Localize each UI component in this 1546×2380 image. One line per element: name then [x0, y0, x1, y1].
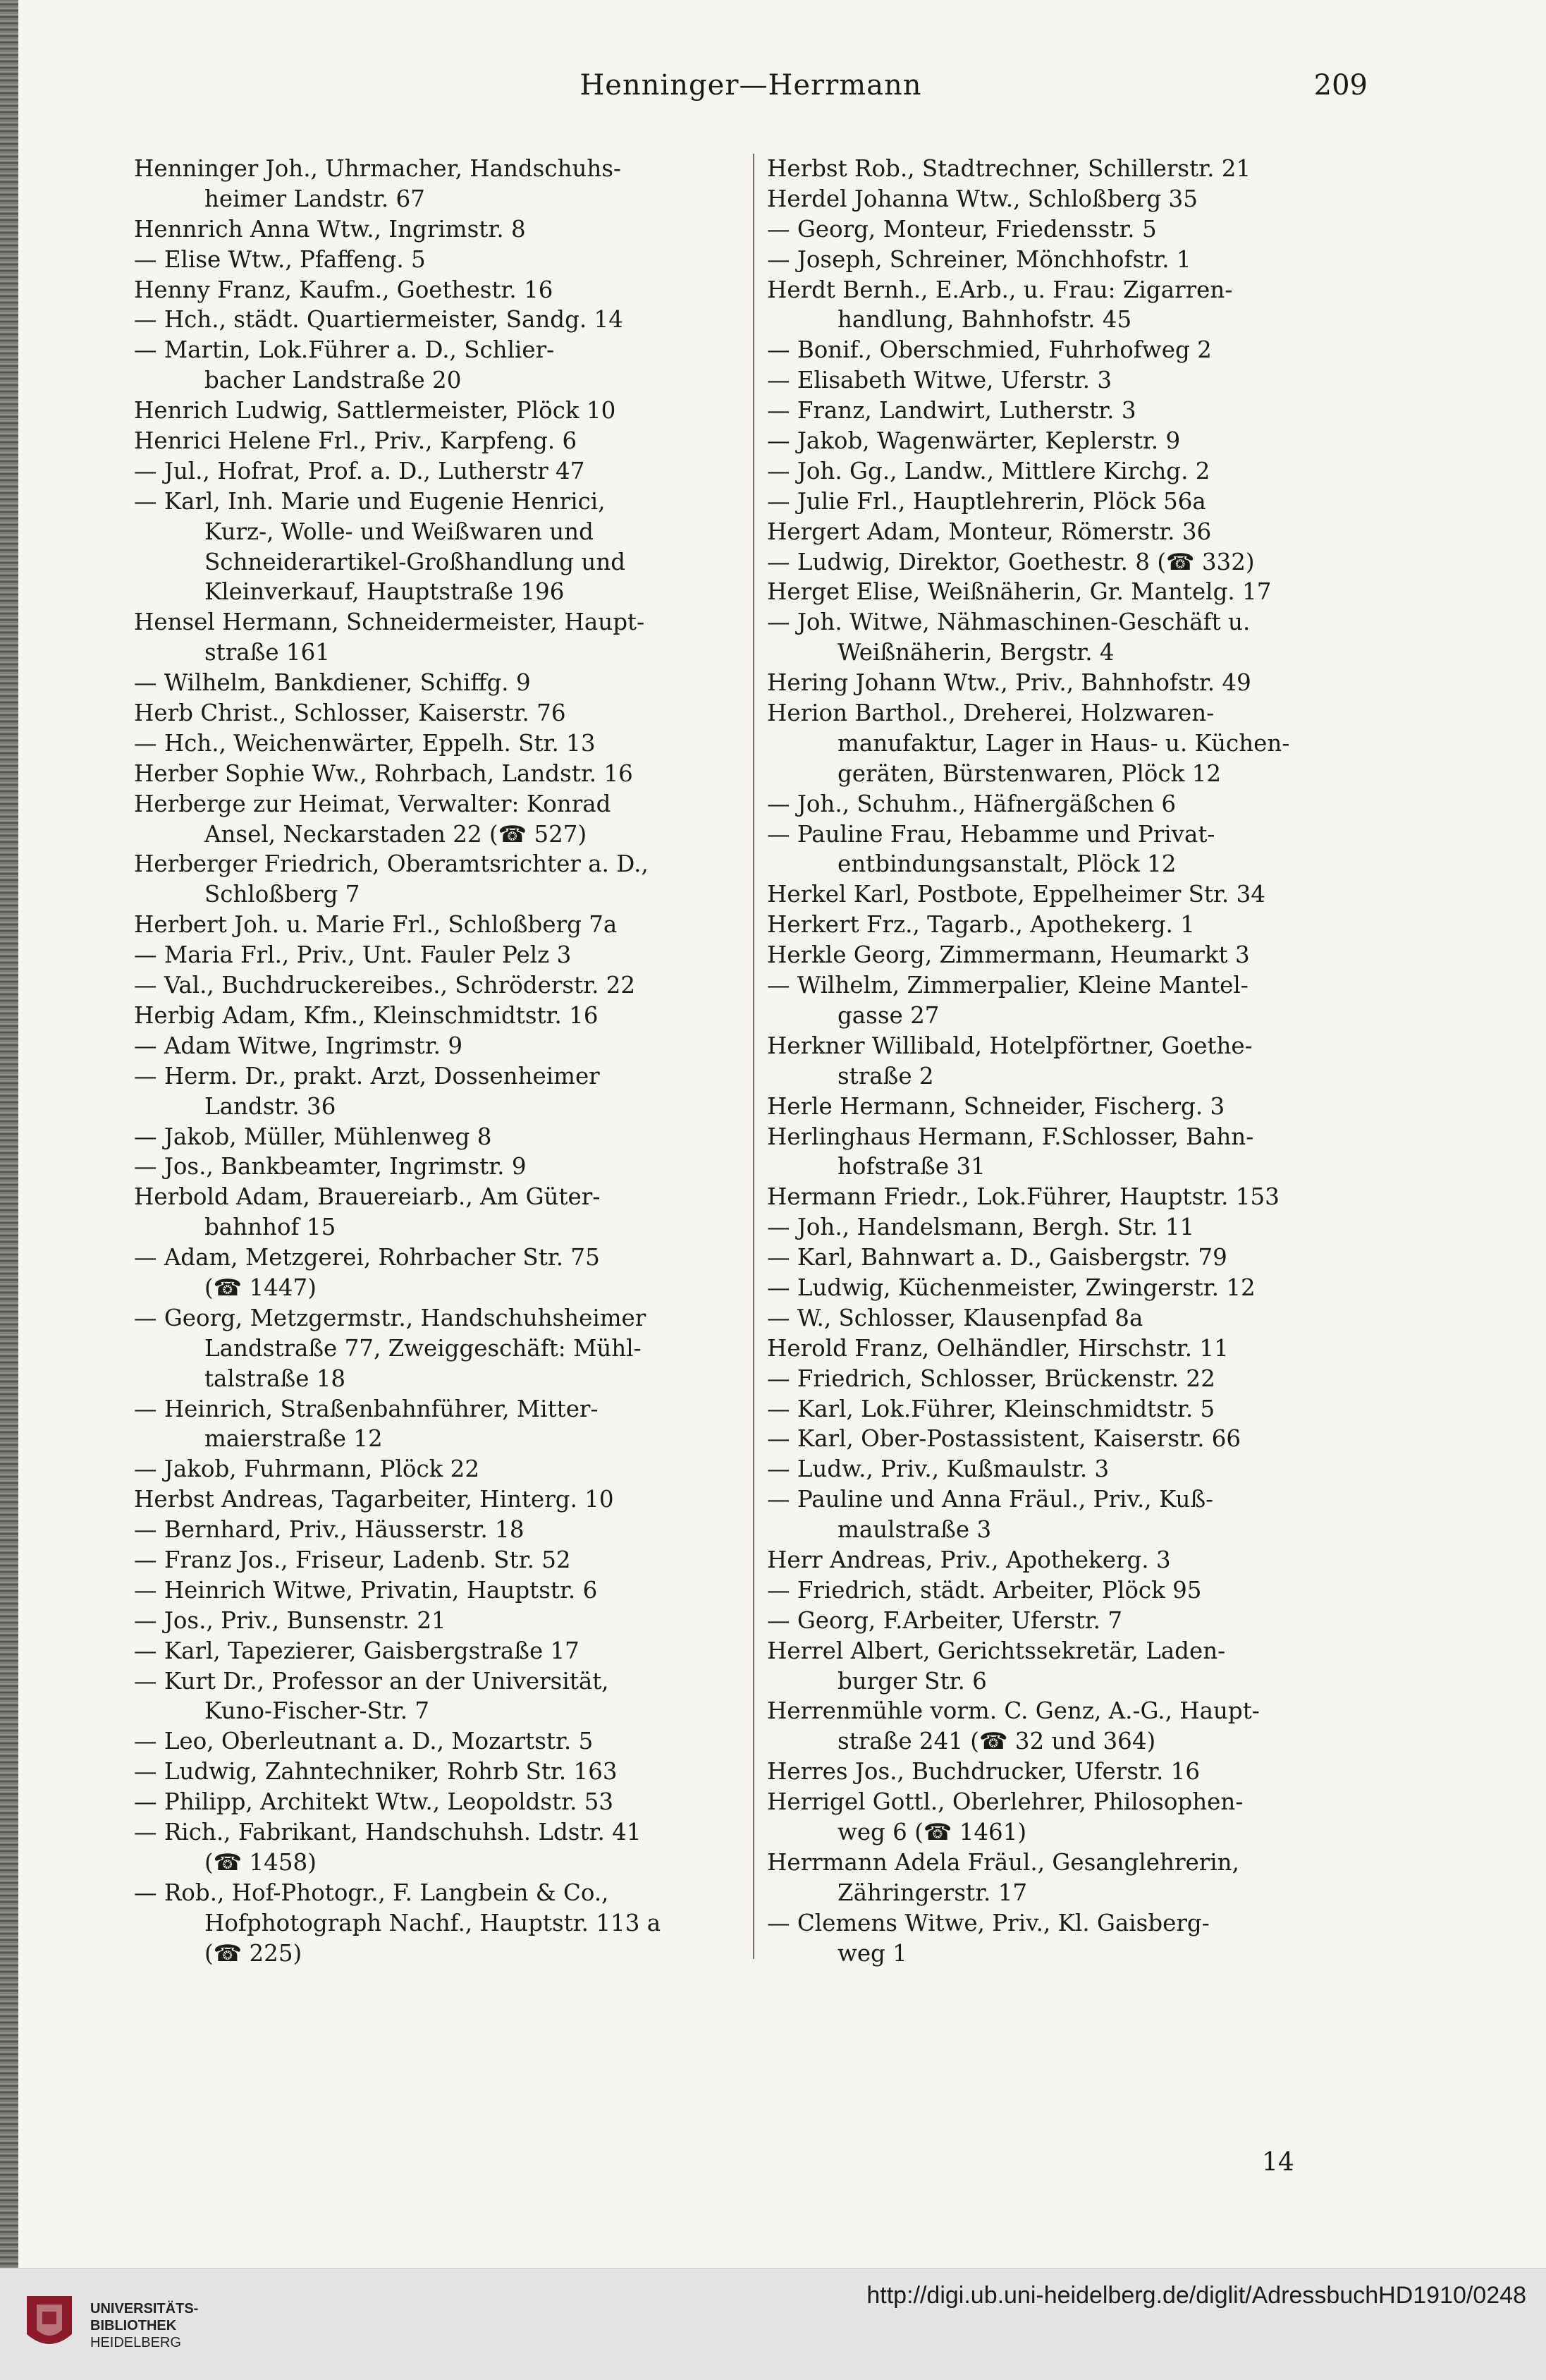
directory-entry-line: — Heinrich, Straßenbahnführer, Mitter-: [134, 1395, 599, 1422]
directory-entry-line: — Karl, Bahnwart a. D., Gaisbergstr. 79: [767, 1244, 1227, 1271]
directory-entry-line: Herbig Adam, Kfm., Kleinschmidtstr. 16: [134, 1001, 599, 1029]
directory-entry-line: — Jakob, Wagenwärter, Keplerstr. 9: [767, 427, 1181, 455]
entry-continuation-line: gasse 27: [838, 1001, 940, 1029]
directory-entry-line: Herkle Georg, Zimmermann, Heumarkt 3: [767, 941, 1250, 969]
directory-entry-line: Henrich Ludwig, Sattlermeister, Plöck 10: [134, 397, 616, 425]
source-url-link[interactable]: http://digi.ub.uni-heidelberg.de/diglit/AdressbuchHD1910/0248: [866, 2282, 1526, 2309]
directory-entry-line: — Jakob, Fuhrmann, Plöck 22: [134, 1456, 480, 1483]
entry-continuation-line: geräten, Bürstenwaren, Plöck 12: [838, 759, 1222, 787]
directory-entry-line: Herbst Rob., Stadtrechner, Schillerstr. 21: [767, 155, 1251, 182]
directory-entry-line: Henny Franz, Kaufm., Goethestr. 16: [134, 276, 553, 303]
directory-entry-line: — Jakob, Müller, Mühlenweg 8: [134, 1123, 492, 1150]
entry-continuation-line: talstraße 18: [204, 1365, 346, 1392]
library-name-line: UNIVERSITÄTS-: [90, 2301, 199, 2317]
entry-continuation-line: handlung, Bahnhofstr. 45: [838, 306, 1132, 334]
directory-entry-line: — Jos., Priv., Bunsenstr. 21: [134, 1606, 446, 1634]
directory-entry-line: — Joh., Handelsmann, Bergh. Str. 11: [767, 1214, 1195, 1241]
directory-entry-line: — Joh., Schuhm., Häfnergäßchen 6: [767, 790, 1177, 817]
directory-entry-line: — Georg, Metzgermstr., Handschuhsheimer: [134, 1304, 646, 1331]
directory-entry-line: — Ludwig, Küchenmeister, Zwingerstr. 12: [767, 1274, 1256, 1301]
page-header: [134, 69, 1368, 114]
directory-entry-line: — Georg, F.Arbeiter, Uferstr. 7: [767, 1606, 1123, 1634]
directory-entry-line: — Martin, Lok.Führer a. D., Schlier-: [134, 336, 555, 364]
directory-entry-line: Herkert Frz., Tagarb., Apothekerg. 1: [767, 911, 1195, 939]
directory-entry-line: Herkel Karl, Postbote, Eppelheimer Str. 34: [767, 881, 1265, 908]
directory-entry-line: Henrici Helene Frl., Priv., Karpfeng. 6: [134, 427, 577, 455]
entry-continuation-line: hofstraße 31: [838, 1153, 986, 1180]
directory-entry-line: — Julie Frl., Hauptlehrerin, Plöck 56a: [767, 487, 1206, 515]
entry-continuation-line: Schloßberg 7: [204, 881, 360, 908]
library-name-line: HEIDELBERG: [90, 2335, 181, 2350]
entry-continuation-line: burger Str. 6: [838, 1667, 987, 1695]
directory-entry-line: — Val., Buchdruckereibes., Schröderstr. 22: [134, 972, 636, 999]
directory-entry-line: Herion Barthol., Dreherei, Holzwaren-: [767, 700, 1215, 727]
directory-entry-line: — Friedrich, Schlosser, Brückenstr. 22: [767, 1365, 1215, 1392]
directory-entry-line: — Ludw., Priv., Kußmaulstr. 3: [767, 1456, 1110, 1483]
directory-entry-line: Herdel Johanna Wtw., Schloßberg 35: [767, 185, 1198, 212]
directory-entry-line: — Karl, Inh. Marie und Eugenie Henrici,: [134, 487, 606, 515]
directory-entry-line: Hennrich Anna Wtw., Ingrimstr. 8: [134, 215, 526, 243]
directory-entry-line: Herold Franz, Oelhändler, Hirschstr. 11: [767, 1334, 1229, 1362]
directory-entry-line: — Karl, Ober-Postassistent, Kaiserstr. 66: [767, 1425, 1241, 1453]
scan-edge: [0, 0, 18, 2268]
directory-entry-line: — Joh. Witwe, Nähmaschinen-Geschäft u.: [767, 609, 1251, 636]
directory-entry-line: Herdt Bernh., E.Arb., u. Frau: Zigarren-: [767, 276, 1233, 303]
directory-entry-line: — Georg, Monteur, Friedensstr. 5: [767, 215, 1157, 243]
directory-entry-line: — Karl, Lok.Führer, Kleinschmidtstr. 5: [767, 1395, 1215, 1422]
entry-continuation-line: bahnhof 15: [204, 1214, 336, 1241]
page-number: 209: [1313, 69, 1368, 102]
directory-entry-line: — Joh. Gg., Landw., Mittlere Kirchg. 2: [767, 457, 1210, 484]
directory-entry-line: — Rob., Hof-Photogr., F. Langbein & Co.,: [134, 1879, 609, 1906]
entry-continuation-line: Kleinverkauf, Hauptstraße 196: [204, 578, 565, 606]
directory-entry-line: — Leo, Oberleutnant a. D., Mozartstr. 5: [134, 1728, 594, 1755]
entry-continuation-line: (☎ 1447): [204, 1274, 317, 1301]
entry-continuation-line: straße 241 (☎ 32 und 364): [838, 1728, 1156, 1755]
column-divider: [753, 154, 754, 1959]
directory-entry-line: Herbert Joh. u. Marie Frl., Schloßberg 7a: [134, 911, 618, 939]
directory-entry-line: — Karl, Tapezierer, Gaisbergstraße 17: [134, 1637, 579, 1664]
directory-entry-line: Herrel Albert, Gerichtssekretär, Laden-: [767, 1637, 1226, 1664]
entry-continuation-line: Hofphotograph Nachf., Hauptstr. 113 a: [204, 1909, 661, 1936]
university-library-logo: [21, 2292, 78, 2355]
directory-entry-line: Hensel Hermann, Schneidermeister, Haupt-: [134, 609, 645, 636]
directory-entry-line: — Ludwig, Direktor, Goethestr. 8 (☎ 332): [767, 548, 1255, 575]
directory-entry-line: — W., Schlosser, Klausenpfad 8a: [767, 1304, 1143, 1331]
directory-entry-line: Herbst Andreas, Tagarbeiter, Hinterg. 10: [134, 1486, 614, 1513]
directory-entry-line: — Elisabeth Witwe, Uferstr. 3: [767, 367, 1112, 394]
directory-entry-line: — Kurt Dr., Professor an der Universität,: [134, 1667, 609, 1695]
directory-entry-line: — Heinrich Witwe, Privatin, Hauptstr. 6: [134, 1576, 598, 1604]
directory-entry-line: Herberge zur Heimat, Verwalter: Konrad: [134, 790, 611, 817]
signature-number: 14: [1262, 2148, 1294, 2177]
entry-continuation-line: weg 1: [838, 1939, 907, 1967]
directory-entry-line: — Pauline Frau, Hebamme und Privat-: [767, 820, 1215, 848]
directory-entry-line: — Clemens Witwe, Priv., Kl. Gaisberg-: [767, 1909, 1210, 1936]
left-column: [134, 154, 744, 1968]
directory-entry-line: — Jul., Hofrat, Prof. a. D., Lutherstr 47: [134, 457, 585, 484]
directory-entry-line: Herget Elise, Weißnäherin, Gr. Mantelg. 17: [767, 578, 1272, 606]
entry-continuation-line: maulstraße 3: [838, 1516, 992, 1544]
directory-entry-line: — Bonif., Oberschmied, Fuhrhofweg 2: [767, 336, 1212, 364]
library-name-line: BIBLIOTHEK: [90, 2318, 177, 2333]
directory-entry-line: — Elise Wtw., Pfaffeng. 5: [134, 245, 426, 273]
directory-entry-line: Herrigel Gottl., Oberlehrer, Philosophen-: [767, 1788, 1244, 1816]
library-name: [90, 2300, 198, 2351]
directory-entry-line: Herbold Adam, Brauereiarb., Am Güter-: [134, 1183, 601, 1211]
entry-continuation-line: Ansel, Neckarstaden 22 (☎ 527): [204, 820, 587, 848]
right-column: [767, 154, 1378, 1968]
directory-entry-line: Hermann Friedr., Lok.Führer, Hauptstr. 153: [767, 1183, 1280, 1211]
entry-continuation-line: weg 6 (☎ 1461): [838, 1818, 1027, 1845]
directory-entry-line: — Franz, Landwirt, Lutherstr. 3: [767, 397, 1136, 425]
entry-continuation-line: Weißnäherin, Bergstr. 4: [838, 639, 1115, 666]
directory-entry-line: Herres Jos., Buchdrucker, Uferstr. 16: [767, 1758, 1201, 1786]
entry-continuation-line: entbindungsanstalt, Plöck 12: [838, 850, 1177, 878]
directory-entry-line: Hering Johann Wtw., Priv., Bahnhofstr. 49: [767, 669, 1251, 697]
entry-continuation-line: Zähringerstr. 17: [838, 1879, 1028, 1906]
directory-entry-line: — Wilhelm, Zimmerpalier, Kleine Mantel-: [767, 972, 1249, 999]
directory-entry-line: — Ludwig, Zahntechniker, Rohrb Str. 163: [134, 1758, 618, 1786]
directory-entry-line: — Adam Witwe, Ingrimstr. 9: [134, 1032, 462, 1059]
entry-continuation-line: straße 2: [838, 1062, 934, 1090]
entry-continuation-line: Kurz-, Wolle- und Weißwaren und: [204, 518, 594, 545]
entry-continuation-line: heimer Landstr. 67: [204, 185, 425, 212]
entry-continuation-line: Schneiderartikel-Großhandlung und: [204, 548, 626, 575]
directory-entry-line: — Pauline und Anna Fräul., Priv., Kuß-: [767, 1486, 1214, 1513]
directory-entry-line: Hergert Adam, Monteur, Römerstr. 36: [767, 518, 1212, 545]
entry-continuation-line: bacher Landstraße 20: [204, 367, 462, 394]
directory-entry-line: Herb Christ., Schlosser, Kaiserstr. 76: [134, 700, 566, 727]
directory-entry-line: Herle Hermann, Schneider, Fischerg. 3: [767, 1092, 1225, 1120]
directory-entry-line: Herrenmühle vorm. C. Genz, A.-G., Haupt-: [767, 1697, 1260, 1725]
directory-entry-line: Herr Andreas, Priv., Apothekerg. 3: [767, 1546, 1171, 1573]
directory-entry-line: — Jos., Bankbeamter, Ingrimstr. 9: [134, 1153, 527, 1180]
entry-continuation-line: (☎ 225): [204, 1939, 302, 1967]
directory-entry-line: — Wilhelm, Bankdiener, Schiffg. 9: [134, 669, 531, 697]
directory-entry-line: — Friedrich, städt. Arbeiter, Plöck 95: [767, 1576, 1202, 1604]
directory-entry-line: Henninger Joh., Uhrmacher, Handschuhs-: [134, 155, 622, 182]
directory-entry-line: — Maria Frl., Priv., Unt. Fauler Pelz 3: [134, 941, 572, 969]
directory-entry-line: — Hch., städt. Quartiermeister, Sandg. 14: [134, 306, 623, 334]
directory-entry-line: — Franz Jos., Friseur, Ladenb. Str. 52: [134, 1546, 571, 1573]
directory-entry-line: — Herm. Dr., prakt. Arzt, Dossenheimer: [134, 1062, 600, 1090]
directory-entry-line: Herrmann Adela Fräul., Gesanglehrerin,: [767, 1848, 1239, 1876]
entry-continuation-line: Landstraße 77, Zweiggeschäft: Mühl-: [204, 1334, 642, 1362]
directory-entry-line: Herkner Willibald, Hotelpförtner, Goethe-: [767, 1032, 1253, 1059]
directory-entry-line: — Philipp, Architekt Wtw., Leopoldstr. 53: [134, 1788, 614, 1816]
entry-continuation-line: Kuno-Fischer-Str. 7: [204, 1697, 430, 1725]
directory-entry-line: — Adam, Metzgerei, Rohrbacher Str. 75: [134, 1244, 600, 1271]
directory-entry-line: — Rich., Fabrikant, Handschuhsh. Ldstr. 41: [134, 1818, 642, 1845]
directory-entry-line: — Joseph, Schreiner, Mönchhofstr. 1: [767, 245, 1191, 273]
entry-continuation-line: manufaktur, Lager in Haus- u. Küchen-: [838, 729, 1290, 757]
directory-entry-line: — Hch., Weichenwärter, Eppelh. Str. 13: [134, 729, 596, 757]
entry-continuation-line: Landstr. 36: [204, 1092, 336, 1120]
directory-entry-line: — Bernhard, Priv., Häusserstr. 18: [134, 1516, 524, 1544]
directory-entry-line: Herlinghaus Hermann, F.Schlosser, Bahn-: [767, 1123, 1254, 1150]
entry-continuation-line: straße 161: [204, 639, 330, 666]
directory-entry-line: Herberger Friedrich, Oberamtsrichter a. D.,: [134, 850, 649, 878]
directory-entry-line: Herber Sophie Ww., Rohrbach, Landstr. 16: [134, 759, 633, 787]
running-title: Henninger—Herrmann: [579, 69, 922, 102]
entry-continuation-line: maierstraße 12: [204, 1425, 383, 1453]
entry-continuation-line: (☎ 1458): [204, 1848, 317, 1876]
